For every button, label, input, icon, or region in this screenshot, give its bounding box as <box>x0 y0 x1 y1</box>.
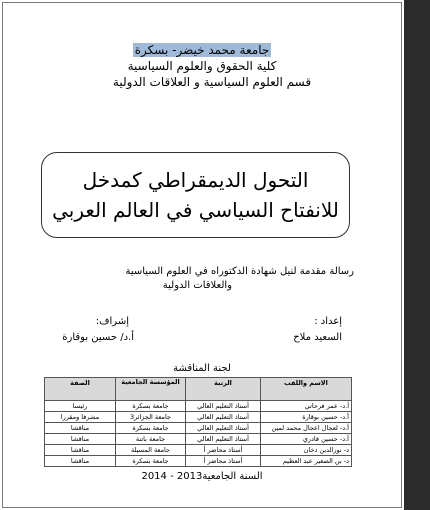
thesis-purpose-line-2: والعلاقات الدولية <box>162 280 232 291</box>
author-label: إعداد : <box>314 316 342 327</box>
member-role: مشرفا ومقررا <box>45 412 116 423</box>
author-name: السعيد ملاح <box>293 332 342 343</box>
header-name: الاسم واللقب <box>261 378 352 401</box>
faculty-name: كلية الحقوق والعلوم السياسية <box>127 59 277 73</box>
header-role: الصفة <box>45 378 116 401</box>
supervisor-label: إشراف: <box>95 316 129 327</box>
table-row <box>45 445 352 456</box>
member-name: د- بن الصغير عبد العظيم <box>261 456 352 467</box>
member-name: أ.د- لعجال اعجال محمد لمين <box>261 423 352 434</box>
viewer-scroll-area[interactable] <box>404 0 430 510</box>
member-institution: جامعة بسكرة <box>116 401 186 412</box>
department-name: قسم العلوم السياسية و العلاقات الدولية <box>112 75 312 89</box>
table-row <box>45 401 352 412</box>
member-name: أ.د- حسين بوقارة <box>261 412 352 423</box>
member-name: د- نورالدين دخان <box>261 445 352 456</box>
header-rank: الرتبة <box>186 378 261 401</box>
member-institution: جامعة المسيلة <box>116 445 186 456</box>
member-role: مناقشا <box>45 434 116 445</box>
member-rank: أستاذ محاضر أ <box>186 445 261 456</box>
supervisor-name: أ.د/ حسين بوقارة <box>62 332 134 343</box>
member-role: رئيسا <box>45 401 116 412</box>
university-name <box>0 43 404 57</box>
committee-header-row <box>45 378 352 401</box>
member-rank: أستاذ التعليم العالي <box>186 434 261 445</box>
member-role: مناقشا <box>45 423 116 434</box>
member-rank: أستاذ محاضر أ <box>186 456 261 467</box>
member-role: مناقشا <box>45 456 116 467</box>
member-institution: جامعة بسكرة <box>116 456 186 467</box>
member-institution: جامعة باتنة <box>116 434 186 445</box>
member-role: مناقشا <box>45 445 116 456</box>
member-institution: جامعة بسكرة <box>116 423 186 434</box>
thesis-title-box <box>41 152 350 238</box>
table-row <box>45 434 352 445</box>
member-name: أ.د- حسين قادري <box>261 434 352 445</box>
thesis-purpose-line-1: رسالة مقدمة لنيل شهادة الدكتوراه في العلوم السياسية <box>125 266 354 277</box>
table-row <box>45 423 352 434</box>
thesis-title-line-2: للانفتاح السياسي في العالم العربي <box>52 198 339 222</box>
member-rank: أستاذ التعليم العالي <box>186 412 261 423</box>
university-highlight: جامعة محمد خيضر- بسكرة <box>134 43 270 57</box>
member-institution: جامعة الجزائر3 <box>116 412 186 423</box>
member-rank: أستاذ التعليم العالي <box>186 423 261 434</box>
committee-title: لجنة المناقشة <box>173 363 231 374</box>
header-institution: المؤسسة الجامعية <box>116 378 186 401</box>
table-row <box>45 412 352 423</box>
member-name: أ.د- عمر فرحاتي <box>261 401 352 412</box>
thesis-title-line-1: التحول الديمقراطي كمدخل <box>82 168 309 192</box>
table-row <box>45 456 352 467</box>
member-rank: أستاذ التعليم العالي <box>186 401 261 412</box>
committee-table <box>44 377 352 467</box>
academic-year: السنة الجامعية2013 - 2014 <box>141 471 263 482</box>
